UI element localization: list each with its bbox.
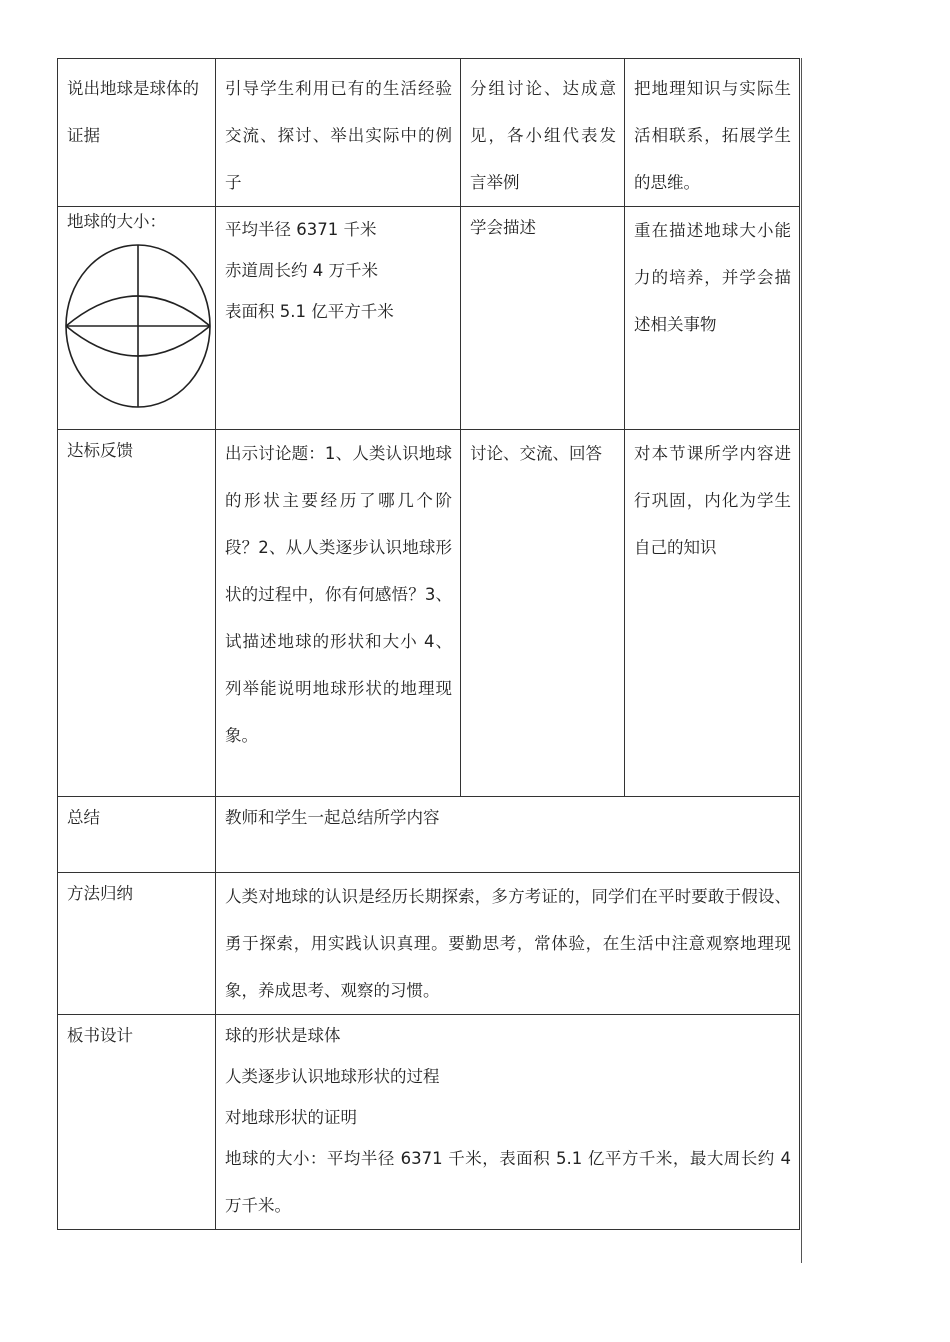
topic-cell: 说出地球是球体的证据 <box>58 59 216 207</box>
surface-area-text: 表面积 5.1 亿平方千米 <box>225 302 394 321</box>
table-row <box>58 59 800 207</box>
method-text: 人类对地球的认识是经历长期探索，多方考证的，同学们在平时要敢于假设、勇于探索，用实践认识真理。要勤思考，常体验，在生活中注意观察地理现象，养成思考、观察的习惯。 <box>216 873 800 1015</box>
topic-cell: 达标反馈 <box>58 430 216 797</box>
student-activity-cell: 学会描述 <box>461 207 625 430</box>
equator-circumference-text: 赤道周长约 4 万千米 <box>225 261 378 280</box>
teacher-activity-cell: 引导学生利用已有的生活经验交流、探讨、举出实际中的例子 <box>216 59 461 207</box>
teacher-activity-cell <box>216 207 461 430</box>
teacher-activity-cell: 出示讨论题：1、人类认识地球的形状主要经历了哪几个阶段？2、从人类逐步认识地球形状的过程中，你有何感悟？3、试描述地球的形状和大小 4、列举能说明地球形状的地理现象。 <box>216 430 461 797</box>
summary-text: 教师和学生一起总结所学内容 <box>216 797 800 873</box>
earth-radius-text: 平均半径 6371 千米 <box>225 220 377 239</box>
summary-label: 总结 <box>58 797 216 873</box>
student-activity-cell: 分组讨论、达成意见，各小组代表发言举例 <box>461 59 625 207</box>
topic-label: 地球的大小： <box>67 212 166 231</box>
board-design-cell <box>216 1015 800 1230</box>
design-intent-cell: 重在描述地球大小能力的培养，并学会描述相关事物 <box>625 207 800 430</box>
table-row <box>58 1015 800 1230</box>
topic-cell <box>58 207 216 430</box>
table-row <box>58 207 800 430</box>
earth-globe-icon <box>64 243 214 409</box>
design-intent-cell: 对本节课所学内容进行巩固，内化为学生自己的知识 <box>625 430 800 797</box>
board-line-earth-size: 地球的大小：平均半径 6371 千米，表面积 5.1 亿平方千米，最大周长约 4 万千米。 <box>225 1149 791 1215</box>
board-label: 板书设计 <box>58 1015 216 1230</box>
table-row <box>58 430 800 797</box>
student-activity-cell: 讨论、交流、回答 <box>461 430 625 797</box>
design-intent-cell: 把地理知识与实际生活相联系，拓展学生的思维。 <box>625 59 800 207</box>
table-row <box>58 797 800 873</box>
board-line: 球的形状是球体 <box>225 1026 341 1045</box>
method-label: 方法归纳 <box>58 873 216 1015</box>
table-row <box>58 873 800 1015</box>
lesson-plan-table <box>57 58 800 1230</box>
board-line: 人类逐步认识地球形状的过程 <box>225 1067 440 1086</box>
page-margin-line <box>801 58 802 1263</box>
board-line: 对地球形状的证明 <box>225 1108 357 1127</box>
